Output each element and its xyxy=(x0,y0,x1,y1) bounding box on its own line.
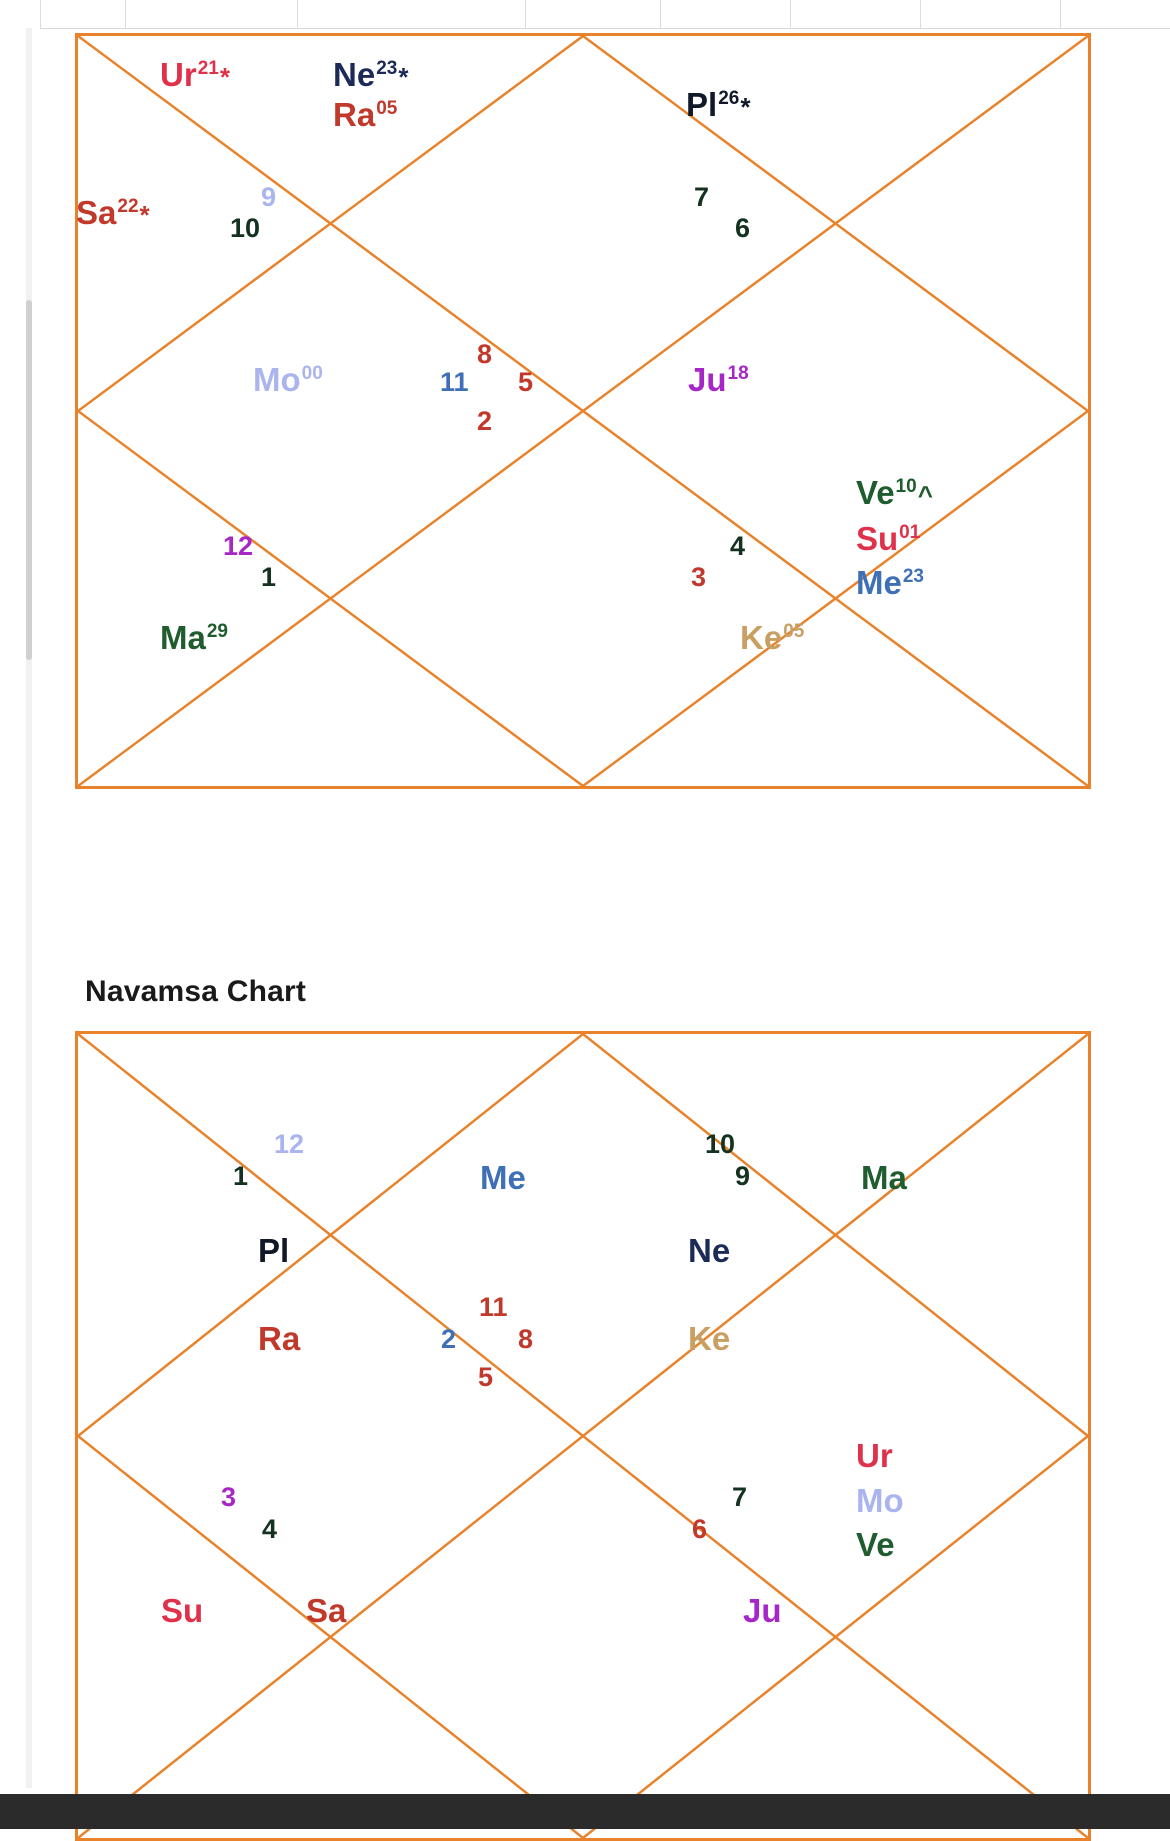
planet-moon: Mo xyxy=(856,1482,904,1519)
planet-pluto-degree: 26 xyxy=(718,88,740,109)
grid-divider xyxy=(920,0,921,28)
planet-saturn xyxy=(76,196,150,229)
planet-saturn-marker: * xyxy=(139,200,150,230)
house-number-5: 5 xyxy=(518,367,534,397)
planet-moon-degree: 00 xyxy=(301,363,323,384)
planet-venus-label: Ve xyxy=(856,474,895,511)
grid-divider xyxy=(40,0,41,28)
planet-venus xyxy=(856,476,933,509)
navamsa-chart-lines xyxy=(78,1034,1088,1838)
planet-mars-label: Ma xyxy=(160,619,206,656)
planet-pluto-marker: * xyxy=(740,92,751,122)
planet-uranus: Ur xyxy=(856,1437,893,1474)
planet-pluto-label: Pl xyxy=(686,86,718,123)
planet-jupiter: Ju xyxy=(743,1592,782,1629)
planet-sun-label: Su xyxy=(856,520,899,557)
planet-moon xyxy=(253,363,323,396)
planet-ketu xyxy=(740,621,804,654)
grid-divider xyxy=(660,0,661,28)
planet-jupiter-label: Ju xyxy=(688,361,727,398)
house-number-2: 2 xyxy=(477,406,493,436)
planet-venus: Ve xyxy=(856,1526,895,1563)
house-number-9: 9 xyxy=(261,182,277,212)
house-number-11: 11 xyxy=(440,367,469,397)
house-number-6: 6 xyxy=(735,213,751,243)
planet-mars: Ma xyxy=(861,1159,907,1196)
planet-ketu-label: Ke xyxy=(740,619,783,656)
planet-mercury: Me xyxy=(480,1159,526,1196)
house-number-3: 3 xyxy=(691,562,707,592)
planet-mercury xyxy=(856,566,924,599)
house-number-10: 10 xyxy=(230,213,261,243)
scrollbar-thumb[interactable] xyxy=(26,300,32,660)
planet-rahu-label: Ra xyxy=(333,96,376,133)
bottom-system-bar xyxy=(0,1794,1170,1829)
planet-pluto: Pl xyxy=(258,1232,290,1269)
planet-rahu xyxy=(333,98,397,131)
house-number-1: 1 xyxy=(233,1161,249,1191)
planet-neptune-label: Ne xyxy=(333,56,376,93)
house-number-7: 7 xyxy=(732,1482,748,1512)
planet-sun-degree: 01 xyxy=(899,522,921,543)
house-number-8: 8 xyxy=(477,339,493,369)
house-number-9: 9 xyxy=(735,1161,751,1191)
grid-divider xyxy=(125,0,126,28)
house-number-12: 12 xyxy=(274,1129,305,1159)
planet-neptune-marker: * xyxy=(398,62,409,92)
planet-saturn: Sa xyxy=(306,1592,347,1629)
planet-jupiter xyxy=(688,363,749,396)
planet-ketu: Ke xyxy=(688,1320,731,1357)
planet-rahu: Ra xyxy=(258,1320,301,1357)
planet-venus-marker: ^ xyxy=(917,480,933,510)
planet-rahu-degree: 05 xyxy=(376,98,398,119)
scrollbar-track[interactable] xyxy=(26,28,32,1788)
planet-mars xyxy=(160,621,228,654)
planet-neptune: Ne xyxy=(688,1232,731,1269)
house-number-1: 1 xyxy=(261,562,277,592)
planet-neptune xyxy=(333,58,408,91)
house-number-2: 2 xyxy=(441,1324,457,1354)
planet-uranus-degree: 21 xyxy=(197,58,219,79)
planet-neptune-degree: 23 xyxy=(376,58,398,79)
planet-sun xyxy=(856,522,920,555)
planet-mercury-degree: 23 xyxy=(902,566,924,587)
planet-jupiter-degree: 18 xyxy=(727,363,749,384)
house-number-11: 11 xyxy=(479,1292,508,1322)
house-number-7: 7 xyxy=(694,182,710,212)
house-number-5: 5 xyxy=(478,1362,494,1392)
house-number-10: 10 xyxy=(705,1129,736,1159)
grid-divider xyxy=(525,0,526,28)
left-gutter xyxy=(0,28,40,1788)
planet-venus-degree: 10 xyxy=(895,476,917,497)
grid-divider xyxy=(297,0,298,28)
planet-uranus xyxy=(160,58,230,91)
house-number-4: 4 xyxy=(730,531,746,561)
planet-saturn-degree: 22 xyxy=(117,196,139,217)
planet-moon-label: Mo xyxy=(253,361,301,398)
house-number-6: 6 xyxy=(692,1514,708,1544)
rasi-chart xyxy=(75,33,1091,789)
planet-sun: Su xyxy=(161,1592,204,1629)
planet-saturn-label: Sa xyxy=(76,194,117,231)
planet-ketu-degree: 05 xyxy=(783,621,805,642)
grid-divider xyxy=(790,0,791,28)
navamsa-chart-title: Navamsa Chart xyxy=(85,975,307,1008)
navamsa-chart xyxy=(75,1031,1091,1841)
grid-divider xyxy=(1060,0,1061,28)
planet-uranus-label: Ur xyxy=(160,56,197,93)
house-number-8: 8 xyxy=(518,1324,534,1354)
house-number-12: 12 xyxy=(223,531,254,561)
rasi-chart-lines xyxy=(78,36,1088,786)
planet-uranus-marker: * xyxy=(219,62,230,92)
house-number-4: 4 xyxy=(262,1514,278,1544)
planet-pluto xyxy=(686,88,750,121)
planet-mercury-label: Me xyxy=(856,564,902,601)
house-number-3: 3 xyxy=(221,1482,237,1512)
page-top-strip xyxy=(0,0,1170,29)
planet-mars-degree: 29 xyxy=(206,621,228,642)
